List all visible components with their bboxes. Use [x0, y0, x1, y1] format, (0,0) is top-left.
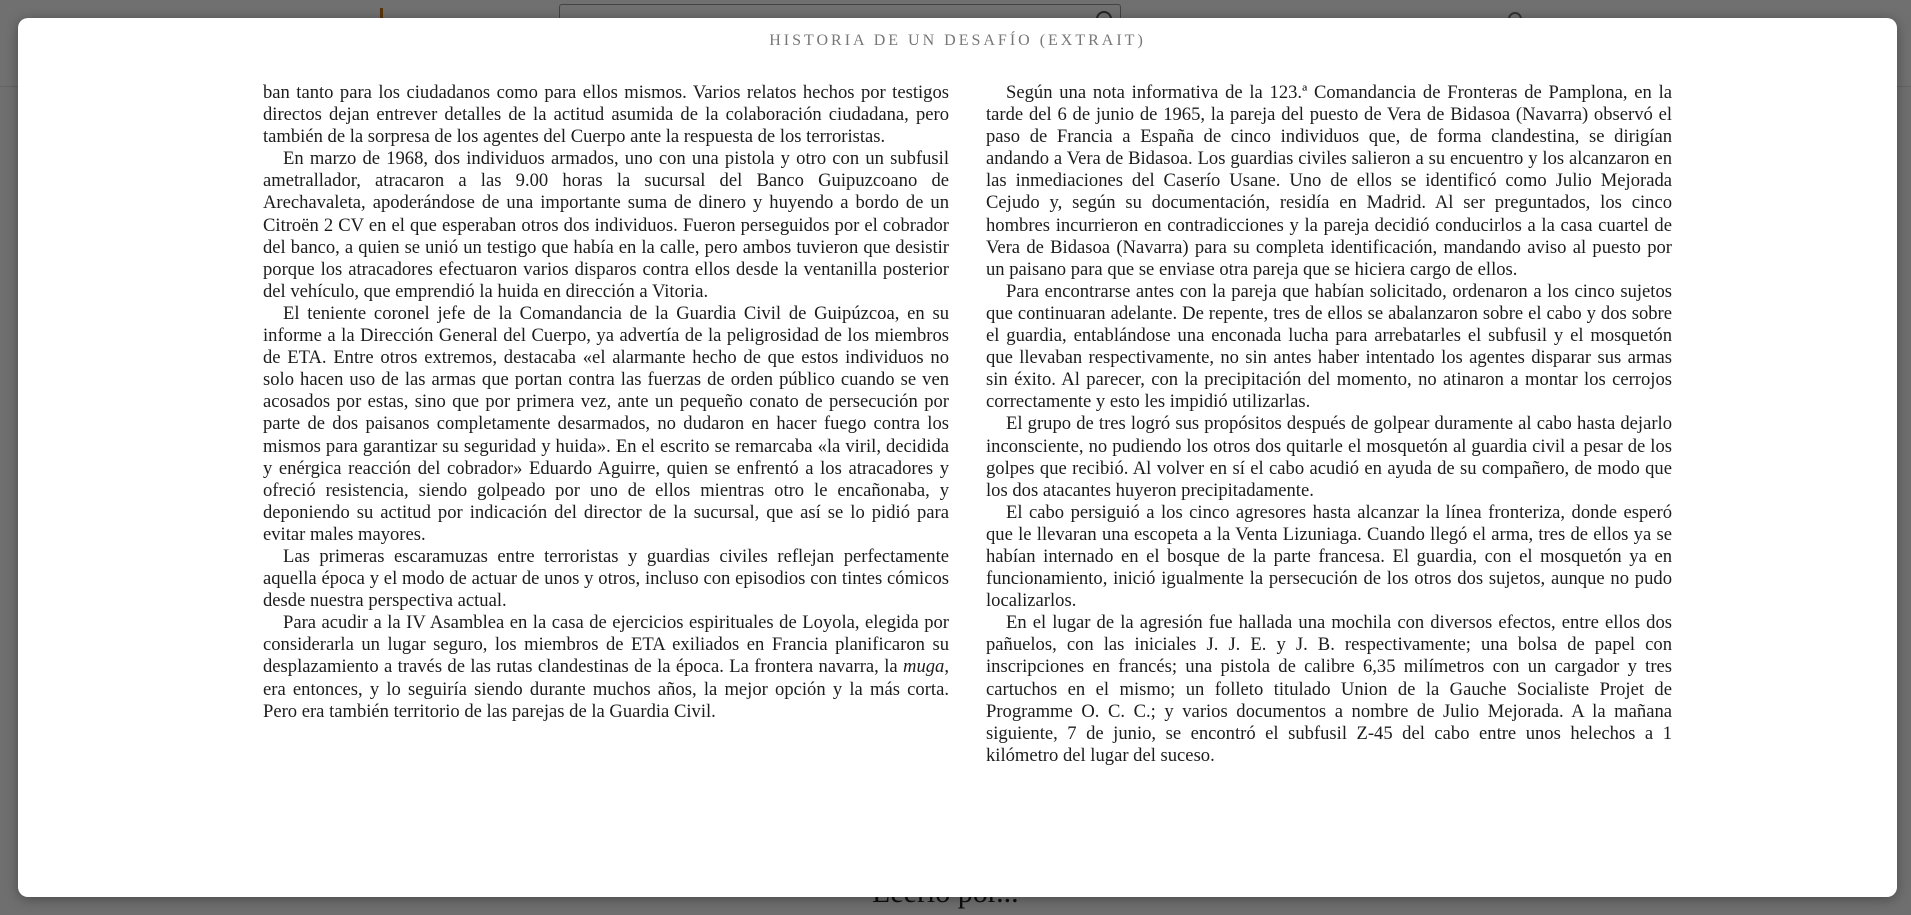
paragraph: El teniente coronel jefe de la Comandancia de la Guardia Civil de Guipúzcoa, en su informe a la Dirección General del Cuerpo, ya advertía de la peligrosidad de los miembros de ETA. Entre otros extremos, destacaba «el alarmante hecho de que estos individuos no solo hacen uso de las armas que portan contra las fuerzas de orden público cuando se ven acosados por estas, sino que por primera vez, ante un pequeño conato de persecución por parte de dos paisanos completamente desarmados, no dudaron en hacer fuego contra los mismos para garantizar su seguridad y huida». En el escrito se remarcaba «la viril, decidida y enérgica reacción del cobrador» Eduardo Aguirre, quien se enfrentó a los atracadores y ofreció resistencia, siendo golpeado por uno de ellos mientras otro le encañonaba, y deponiendo su actitud por indicación del director de la sucursal, que así se lo pidió para evitar males mayores.	[263, 302, 949, 545]
left-column	[263, 82, 949, 723]
italic-term: muga	[903, 656, 945, 678]
paragraph: Según una nota informativa de la 123.ª Comandancia de Fronteras de Pamplona, en la tarde del 6 de junio de 1965, la pareja del puesto de Vera de Bidasoa (Navarra) observó el paso de Francia a España de cinco individuos que, de forma clandestina, se dirigían andando a Vera de Bidasoa. Los guardias civiles salieron a su encuentro y los alcanzaron en las inmediaciones del Caserío Usane. Uno de ellos se identificó como Julio Mejorada Cejudo y, según su documentación, residía en Madrid. Al ser preguntados, los cinco hombres incurrieron en contradicciones y la pareja decidió conducirlos a la casa cuartel de Vera de Bidasoa (Navarra) para su completa identificación, mandando aviso al puesto por un paisano para que se enviase otra pareja que se hiciera cargo de ellos.	[986, 82, 1672, 280]
paragraph: Para encontrarse antes con la pareja que habían solicitado, ordenaron a los cinco sujetos que continuaran adelante. De repente, tres de ellos se abalanzaron sobre el cabo y dos sobre el guardia, entablándose una enconada lucha para arrebatarles el subfusil y el mosquetón que llevaban respectivamente, no sin antes haber intentado los agentes disparar sus armas sin éxito. Al parecer, con la precipitación del momento, no atinaron a montar los cerrojos correctamente y esto les impidió utilizarlas.	[986, 280, 1672, 413]
paragraph: ban tanto para los ciudadanos como para ellos mismos. Varios relatos hechos por testigos directos dejan entrever detalles de la actitud asumida de la colaboración ciudadana, pero también de la sorpresa de los agentes del Cuerpo ante la respuesta de los terroristas.	[263, 82, 949, 148]
paragraph: El grupo de tres logró sus propósitos después de golpear duramente al cabo hasta dejarlo inconsciente, no pudiendo los otros dos quitarle el mosquetón al guardia civil a pesar de los golpes que recibió. Al volver en sí el cabo acudió en ayuda de su compañero, de modo que los dos atacantes huyeron precipitadamente.	[986, 413, 1672, 501]
paragraph: El cabo persiguió a los cinco agresores hasta alcanzar la línea fronteriza, donde esperó que le llevaran una escopeta a la Venta Lizuniaga. Cuando llegó el arma, tres de ellos ya se habían internado en el bosque de la parte francesa. El guardia, con el mosquetón ya en funcionamiento, inició igualmente la persecución de los otros dos sujetos, aunque no pudo localizarlos.	[986, 501, 1672, 612]
excerpt-modal	[18, 18, 1897, 897]
modal-title: HISTORIA DE UN DESAFÍO (EXTRAIT)	[769, 32, 1146, 49]
right-column	[986, 82, 1672, 767]
paragraph: En el lugar de la agresión fue hallada una mochila con diversos efectos, entre ellos dos pañuelos, con las iniciales J. J. E. y J. B. respectivamente; una bolsa de papel con inscripciones en francés; una pistola de calibre 6,35 milímetros con un cargador y tres cartuchos en el mismo; un folleto titulado Union de la Gauche Socialiste Projet de Programme O. C. C.; y varios documentos a nombre de Julio Mejorada. A la mañana siguiente, 7 de junio, se encontró el subfusil Z-45 del cabo entre unos helechos a 1 kilómetro del lugar del suceso.	[986, 612, 1672, 766]
paragraph	[263, 612, 949, 722]
paragraph-text: Para acudir a la IV Asamblea en la casa de ejercicios espirituales de Loyola, elegida por considerarla un lugar seguro, los miembros de ETA exiliados en Francia planificaron su desplazamiento a través de las rutas clandestinas de la época. La frontera navarra, la	[263, 612, 949, 678]
paragraph: En marzo de 1968, dos individuos armados, uno con una pistola y otro con un subfusil ametrallador, atracaron a las 9.00 horas la sucursal del Banco Guipuzcoano de Arechavaleta, apoderándose de una importante suma de dinero y huyendo a bordo de un Citroën 2 CV en el que esperaban otros dos individuos. Fueron perseguidos por el cobrador del banco, a quien se unió un testigo que había en la calle, pero ambos tuvieron que desistir porque los atracadores efectuaron varios disparos contra ellos desde la ventanilla posterior del vehículo, que emprendió la huida en dirección a Vitoria.	[263, 148, 949, 302]
paragraph-text: , era entonces, y lo seguiría siendo durante muchos años, la mejor opción y la más corta. Pero era también territorio de las parejas de la Guardia Civil.	[263, 656, 949, 722]
paragraph: Las primeras escaramuzas entre terroristas y guardias civiles reflejan perfectamente aquella época y el modo de actuar de unos y otros, incluso con episodios con tintes cómicos desde nuestra perspectiva actual.	[263, 545, 949, 612]
